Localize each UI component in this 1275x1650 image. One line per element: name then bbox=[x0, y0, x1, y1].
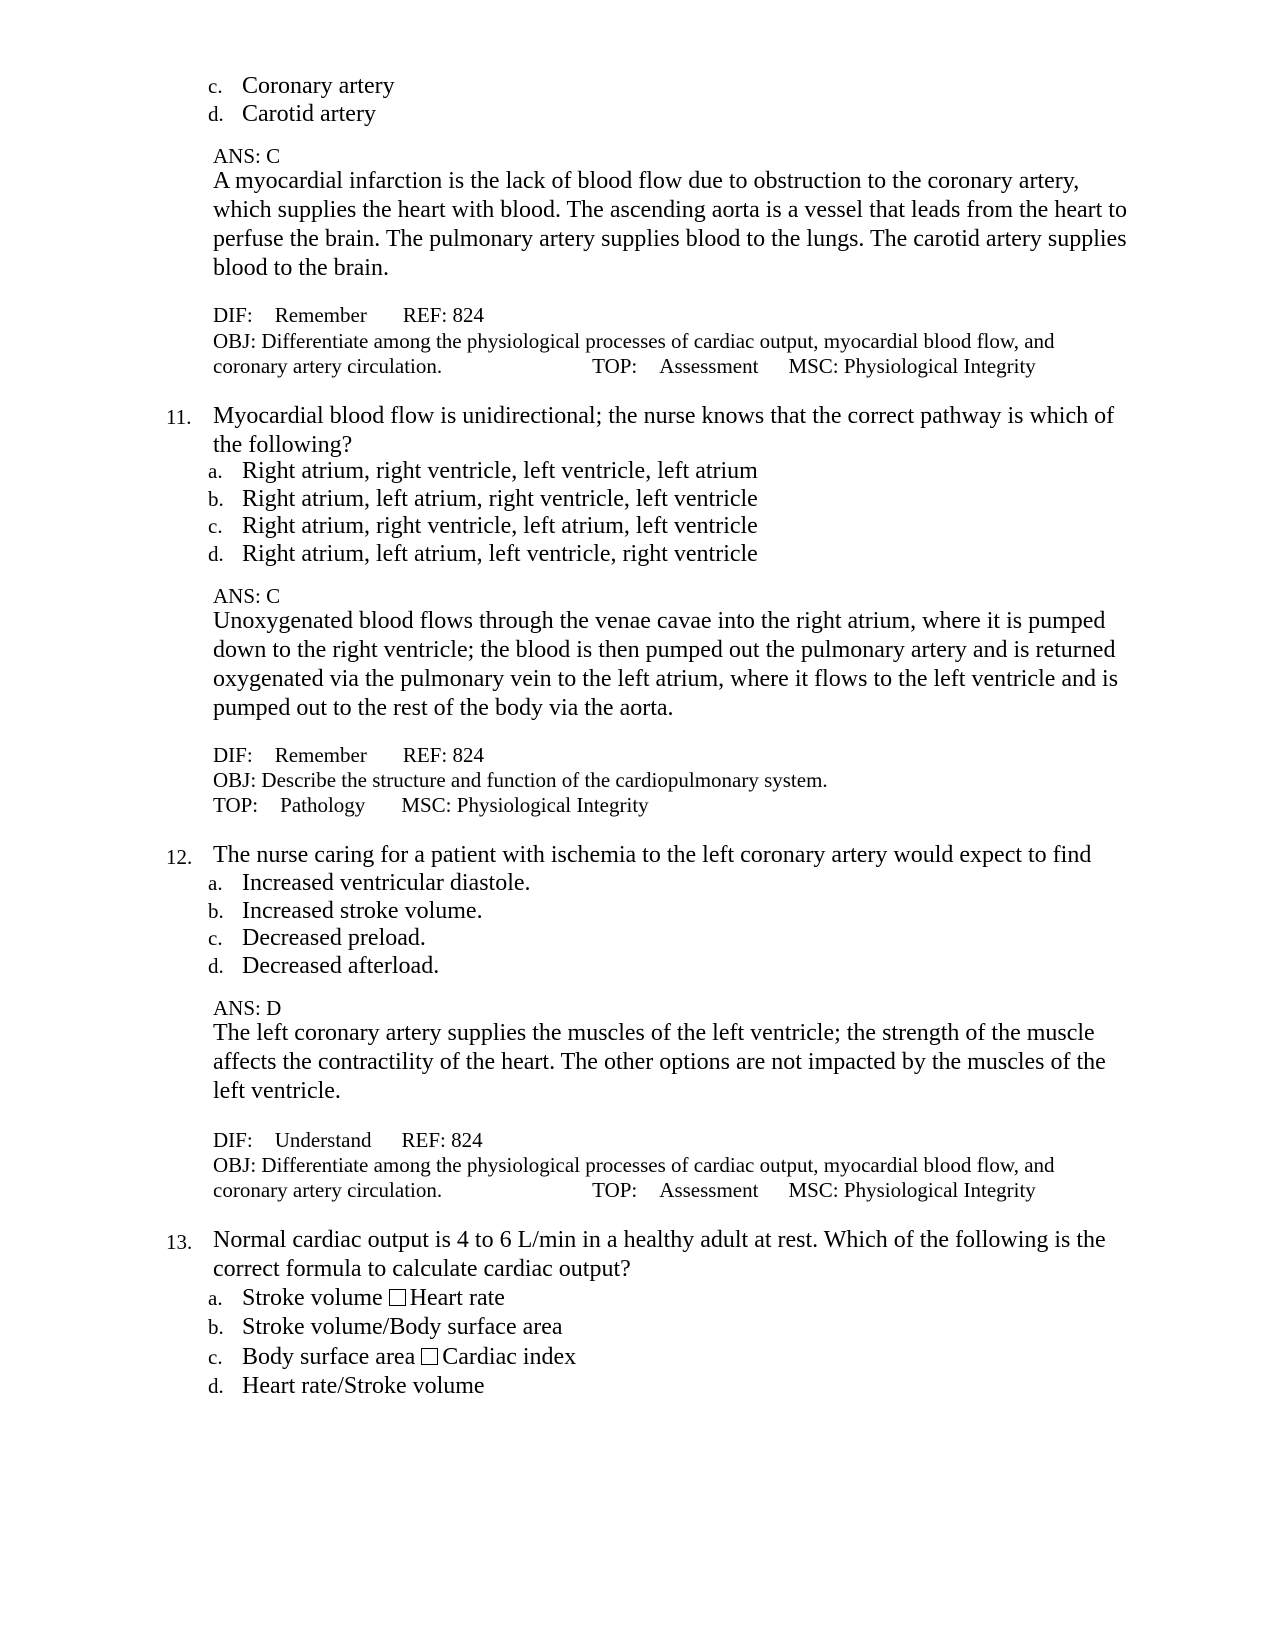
option-c bbox=[208, 924, 426, 952]
option-text: Body surface area bbox=[242, 1344, 416, 1370]
msc-value: Physiological Integrity bbox=[843, 1178, 1036, 1202]
option-letter: a. bbox=[208, 1286, 223, 1310]
meta-obj-top-msc bbox=[213, 353, 1036, 379]
ref-value: 824 bbox=[452, 303, 484, 327]
top-label: TOP: bbox=[213, 793, 259, 817]
option-a bbox=[208, 1284, 505, 1312]
missing-symbol-box bbox=[421, 1348, 438, 1365]
meta-dif-ref bbox=[213, 302, 484, 328]
option-letter: a. bbox=[208, 871, 223, 895]
obj-continued: coronary artery circulation. bbox=[213, 354, 443, 378]
option-text: Right atrium, left atrium, right ventricle, left ventricle bbox=[242, 486, 758, 512]
option-text: Heart rate bbox=[409, 1285, 505, 1311]
dif-value: Remember bbox=[274, 743, 367, 767]
option-letter: c. bbox=[208, 74, 223, 98]
question-text: The nurse caring for a patient with ischemia to the left coronary artery would expect to find bbox=[213, 842, 1092, 868]
msc-label: MSC: bbox=[401, 793, 452, 817]
option-letter: c. bbox=[208, 514, 223, 538]
msc-value: Physiological Integrity bbox=[456, 793, 649, 817]
option-letter: d. bbox=[208, 542, 224, 566]
obj-continued: coronary artery circulation. bbox=[213, 1178, 443, 1202]
option-text: Coronary artery bbox=[242, 73, 395, 99]
meta-dif-ref bbox=[213, 742, 484, 768]
dif-value: Remember bbox=[274, 303, 367, 327]
ref-label: REF: bbox=[402, 303, 448, 327]
option-letter: d. bbox=[208, 102, 224, 126]
option-c bbox=[208, 1343, 576, 1371]
dif-label: DIF: bbox=[213, 303, 253, 327]
option-text: Decreased preload. bbox=[242, 925, 426, 951]
meta-top-msc bbox=[213, 792, 649, 818]
option-a bbox=[208, 869, 531, 897]
option-c bbox=[208, 512, 758, 540]
answer-key: ANS: D bbox=[213, 996, 282, 1020]
dif-value: Understand bbox=[274, 1128, 372, 1152]
option-d bbox=[208, 540, 758, 568]
option-text: Right atrium, right ventricle, left atrium, left ventricle bbox=[242, 513, 758, 539]
option-c bbox=[208, 72, 395, 100]
ref-value: 824 bbox=[451, 1128, 483, 1152]
ref-label: REF: bbox=[401, 1128, 446, 1152]
option-letter: a. bbox=[208, 459, 223, 483]
option-letter: b. bbox=[208, 1315, 224, 1339]
msc-label: MSC: bbox=[788, 354, 839, 378]
option-d bbox=[208, 100, 376, 128]
dif-label: DIF: bbox=[213, 743, 253, 767]
msc-label: MSC: bbox=[788, 1178, 839, 1202]
msc-value: Physiological Integrity bbox=[843, 354, 1036, 378]
option-text: Decreased afterload. bbox=[242, 953, 440, 979]
top-label: TOP: bbox=[592, 1178, 638, 1202]
option-text: Heart rate/Stroke volume bbox=[242, 1373, 485, 1399]
answer-key: ANS: C bbox=[213, 144, 281, 168]
option-text: Increased stroke volume. bbox=[242, 898, 483, 924]
dif-label: DIF: bbox=[213, 1128, 253, 1152]
option-text: Right atrium, right ventricle, left ventricle, left atrium bbox=[242, 458, 758, 484]
option-letter: d. bbox=[208, 1374, 224, 1398]
rationale: A myocardial infarction is the lack of blood flow due to obstruction to the coronary artery, which supplies the heart with blood. The ascending aorta is a vessel that leads from the heart to perfuse the brain. The pulmonary artery supplies blood to the lungs. The carotid artery supplies blood to the brain. bbox=[213, 168, 1127, 281]
option-d bbox=[208, 952, 439, 980]
missing-symbol-box bbox=[389, 1289, 406, 1306]
question-number: 11. bbox=[166, 405, 192, 429]
top-value: Assessment bbox=[659, 354, 759, 378]
option-d bbox=[208, 1372, 485, 1400]
top-label: TOP: bbox=[592, 354, 638, 378]
answer-key: ANS: C bbox=[213, 584, 281, 608]
question-text: Normal cardiac output is 4 to 6 L/min in a healthy adult at rest. Which of the following is the correct formula to calculate cardiac output? bbox=[213, 1227, 1106, 1282]
option-text: Increased ventricular diastole. bbox=[242, 870, 531, 896]
meta-obj: OBJ: Differentiate among the physiological processes of cardiac output, myocardial blood flow, and bbox=[213, 329, 1055, 353]
ref-label: REF: bbox=[402, 743, 448, 767]
rationale: Unoxygenated blood flows through the venae cavae into the right atrium, where it is pumped down to the right ventricle; the blood is then pumped out the pulmonary artery and is returned oxygenated via the pulmonary vein to the left atrium, where it flows to the left ventricle and is pumped out to the rest of the body via the aorta. bbox=[213, 608, 1119, 721]
question-number: 13. bbox=[166, 1230, 193, 1254]
option-letter: c. bbox=[208, 926, 223, 950]
option-letter: b. bbox=[208, 899, 224, 923]
meta-obj: OBJ: Differentiate among the physiological processes of cardiac output, myocardial blood flow, and bbox=[213, 1153, 1055, 1177]
top-value: Assessment bbox=[659, 1178, 759, 1202]
option-letter: b. bbox=[208, 487, 224, 511]
option-b bbox=[208, 1313, 563, 1341]
option-text: Carotid artery bbox=[242, 101, 376, 127]
ref-value: 824 bbox=[452, 743, 484, 767]
meta-dif-ref bbox=[213, 1127, 483, 1153]
option-b bbox=[208, 485, 758, 513]
rationale: The left coronary artery supplies the muscles of the left ventricle; the strength of the muscle affects the contractility of the heart. The other options are not impacted by the muscles of the left ventricle. bbox=[213, 1020, 1106, 1104]
option-a bbox=[208, 457, 758, 485]
option-text: Right atrium, left atrium, left ventricle, right ventricle bbox=[242, 541, 758, 567]
question-text: Myocardial blood flow is unidirectional; the nurse knows that the correct pathway is which of the following? bbox=[213, 403, 1115, 458]
option-text: Stroke volume/Body surface area bbox=[242, 1314, 563, 1340]
option-b bbox=[208, 897, 483, 925]
top-value: Pathology bbox=[280, 793, 366, 817]
option-letter: d. bbox=[208, 954, 224, 978]
meta-obj-top-msc bbox=[213, 1177, 1036, 1203]
question-number: 12. bbox=[166, 845, 193, 869]
meta-obj: OBJ: Describe the structure and function of the cardiopulmonary system. bbox=[213, 768, 828, 792]
option-letter: c. bbox=[208, 1345, 223, 1369]
option-text: Stroke volume bbox=[242, 1285, 383, 1311]
option-text: Cardiac index bbox=[442, 1344, 577, 1370]
